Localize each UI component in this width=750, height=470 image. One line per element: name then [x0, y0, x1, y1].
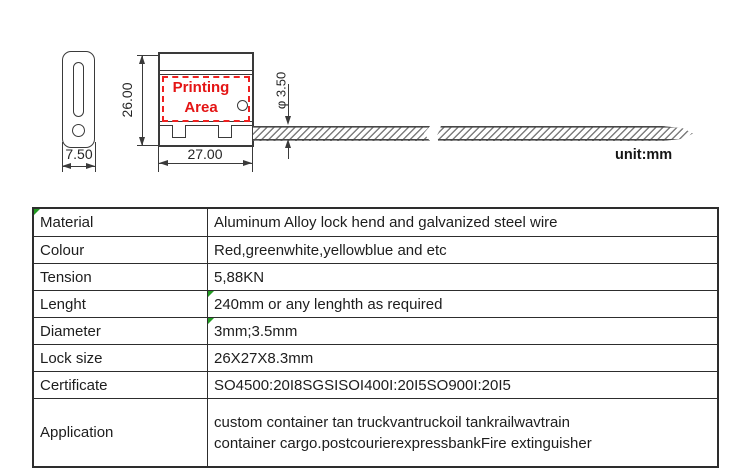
table-row-tension	[34, 263, 717, 290]
cable-segment-1	[253, 126, 430, 141]
dim-body-height-label: 26.00	[119, 82, 135, 118]
table-row-diameter	[34, 317, 717, 344]
row-label: Lenght	[40, 295, 86, 313]
row-value: 26X27X8.3mm	[214, 349, 314, 367]
dim-cable-diameter-label: φ 3.50	[273, 71, 289, 110]
arrow-down-icon	[285, 116, 291, 125]
dim-ext-line	[252, 147, 253, 172]
arrow-up-icon	[139, 55, 145, 64]
unit-label: unit:mm	[615, 147, 673, 163]
row-label: Lock size	[40, 349, 103, 367]
row-value: SO4500:20I8SGSISOI400I:20I5SO900I:20I5	[214, 376, 511, 394]
cell-corner-marker	[34, 209, 40, 215]
cell-corner-marker	[208, 291, 214, 297]
row-value: Aluminum Alloy lock hend and galvanized steel wire	[214, 214, 558, 231]
row-label: Tension	[40, 268, 92, 286]
dim-line	[158, 163, 253, 164]
printing-area-label: Printing Area	[172, 79, 230, 116]
table-row-certificate	[34, 371, 717, 398]
row-value: 5,88KN	[214, 268, 265, 286]
seal-body-notch	[218, 125, 232, 138]
arrow-up-icon	[285, 139, 291, 148]
dim-side-width-label: 7.50	[65, 146, 93, 162]
arrow-right-icon	[243, 160, 252, 166]
arrow-right-icon	[86, 163, 95, 169]
spec-table	[32, 207, 719, 468]
row-value-line1: custom container tan truckvantruckoil tankrailwavtrain	[214, 413, 570, 431]
row-label: Application	[40, 424, 114, 441]
cable-segment-2	[437, 126, 693, 141]
table-row-material	[34, 209, 717, 236]
arrow-down-icon	[139, 137, 145, 146]
dim-line	[142, 56, 143, 145]
table-row-lenght	[34, 290, 717, 317]
row-label: Colour	[40, 241, 85, 259]
seal-body-notch	[172, 125, 186, 138]
row-label: Diameter	[40, 322, 101, 340]
seal-side-slot	[73, 62, 84, 117]
row-value-line2: container cargo.postcourierexpressbankFire extinguisher	[214, 434, 592, 452]
arrow-left-icon	[62, 163, 71, 169]
dim-line	[288, 84, 289, 118]
table-row-colour	[34, 236, 717, 263]
cell-corner-marker	[208, 318, 214, 324]
table-row-application	[34, 398, 717, 466]
seal-body-top-seam	[159, 70, 253, 75]
arrow-left-icon	[159, 160, 168, 166]
row-label: Material	[40, 214, 94, 231]
seal-side-hole	[72, 124, 85, 137]
table-row-lock-size	[34, 344, 717, 371]
seal-rivet-hole	[237, 100, 248, 111]
row-value: 3mm;3.5mm	[214, 322, 298, 340]
row-label: Certificate	[40, 376, 108, 394]
row-value: 240mm or any lenghth as required	[214, 295, 443, 313]
dim-body-width-label: 27.00	[187, 146, 223, 162]
row-value: Red,greenwhite,yellowblue and etc	[214, 241, 447, 259]
